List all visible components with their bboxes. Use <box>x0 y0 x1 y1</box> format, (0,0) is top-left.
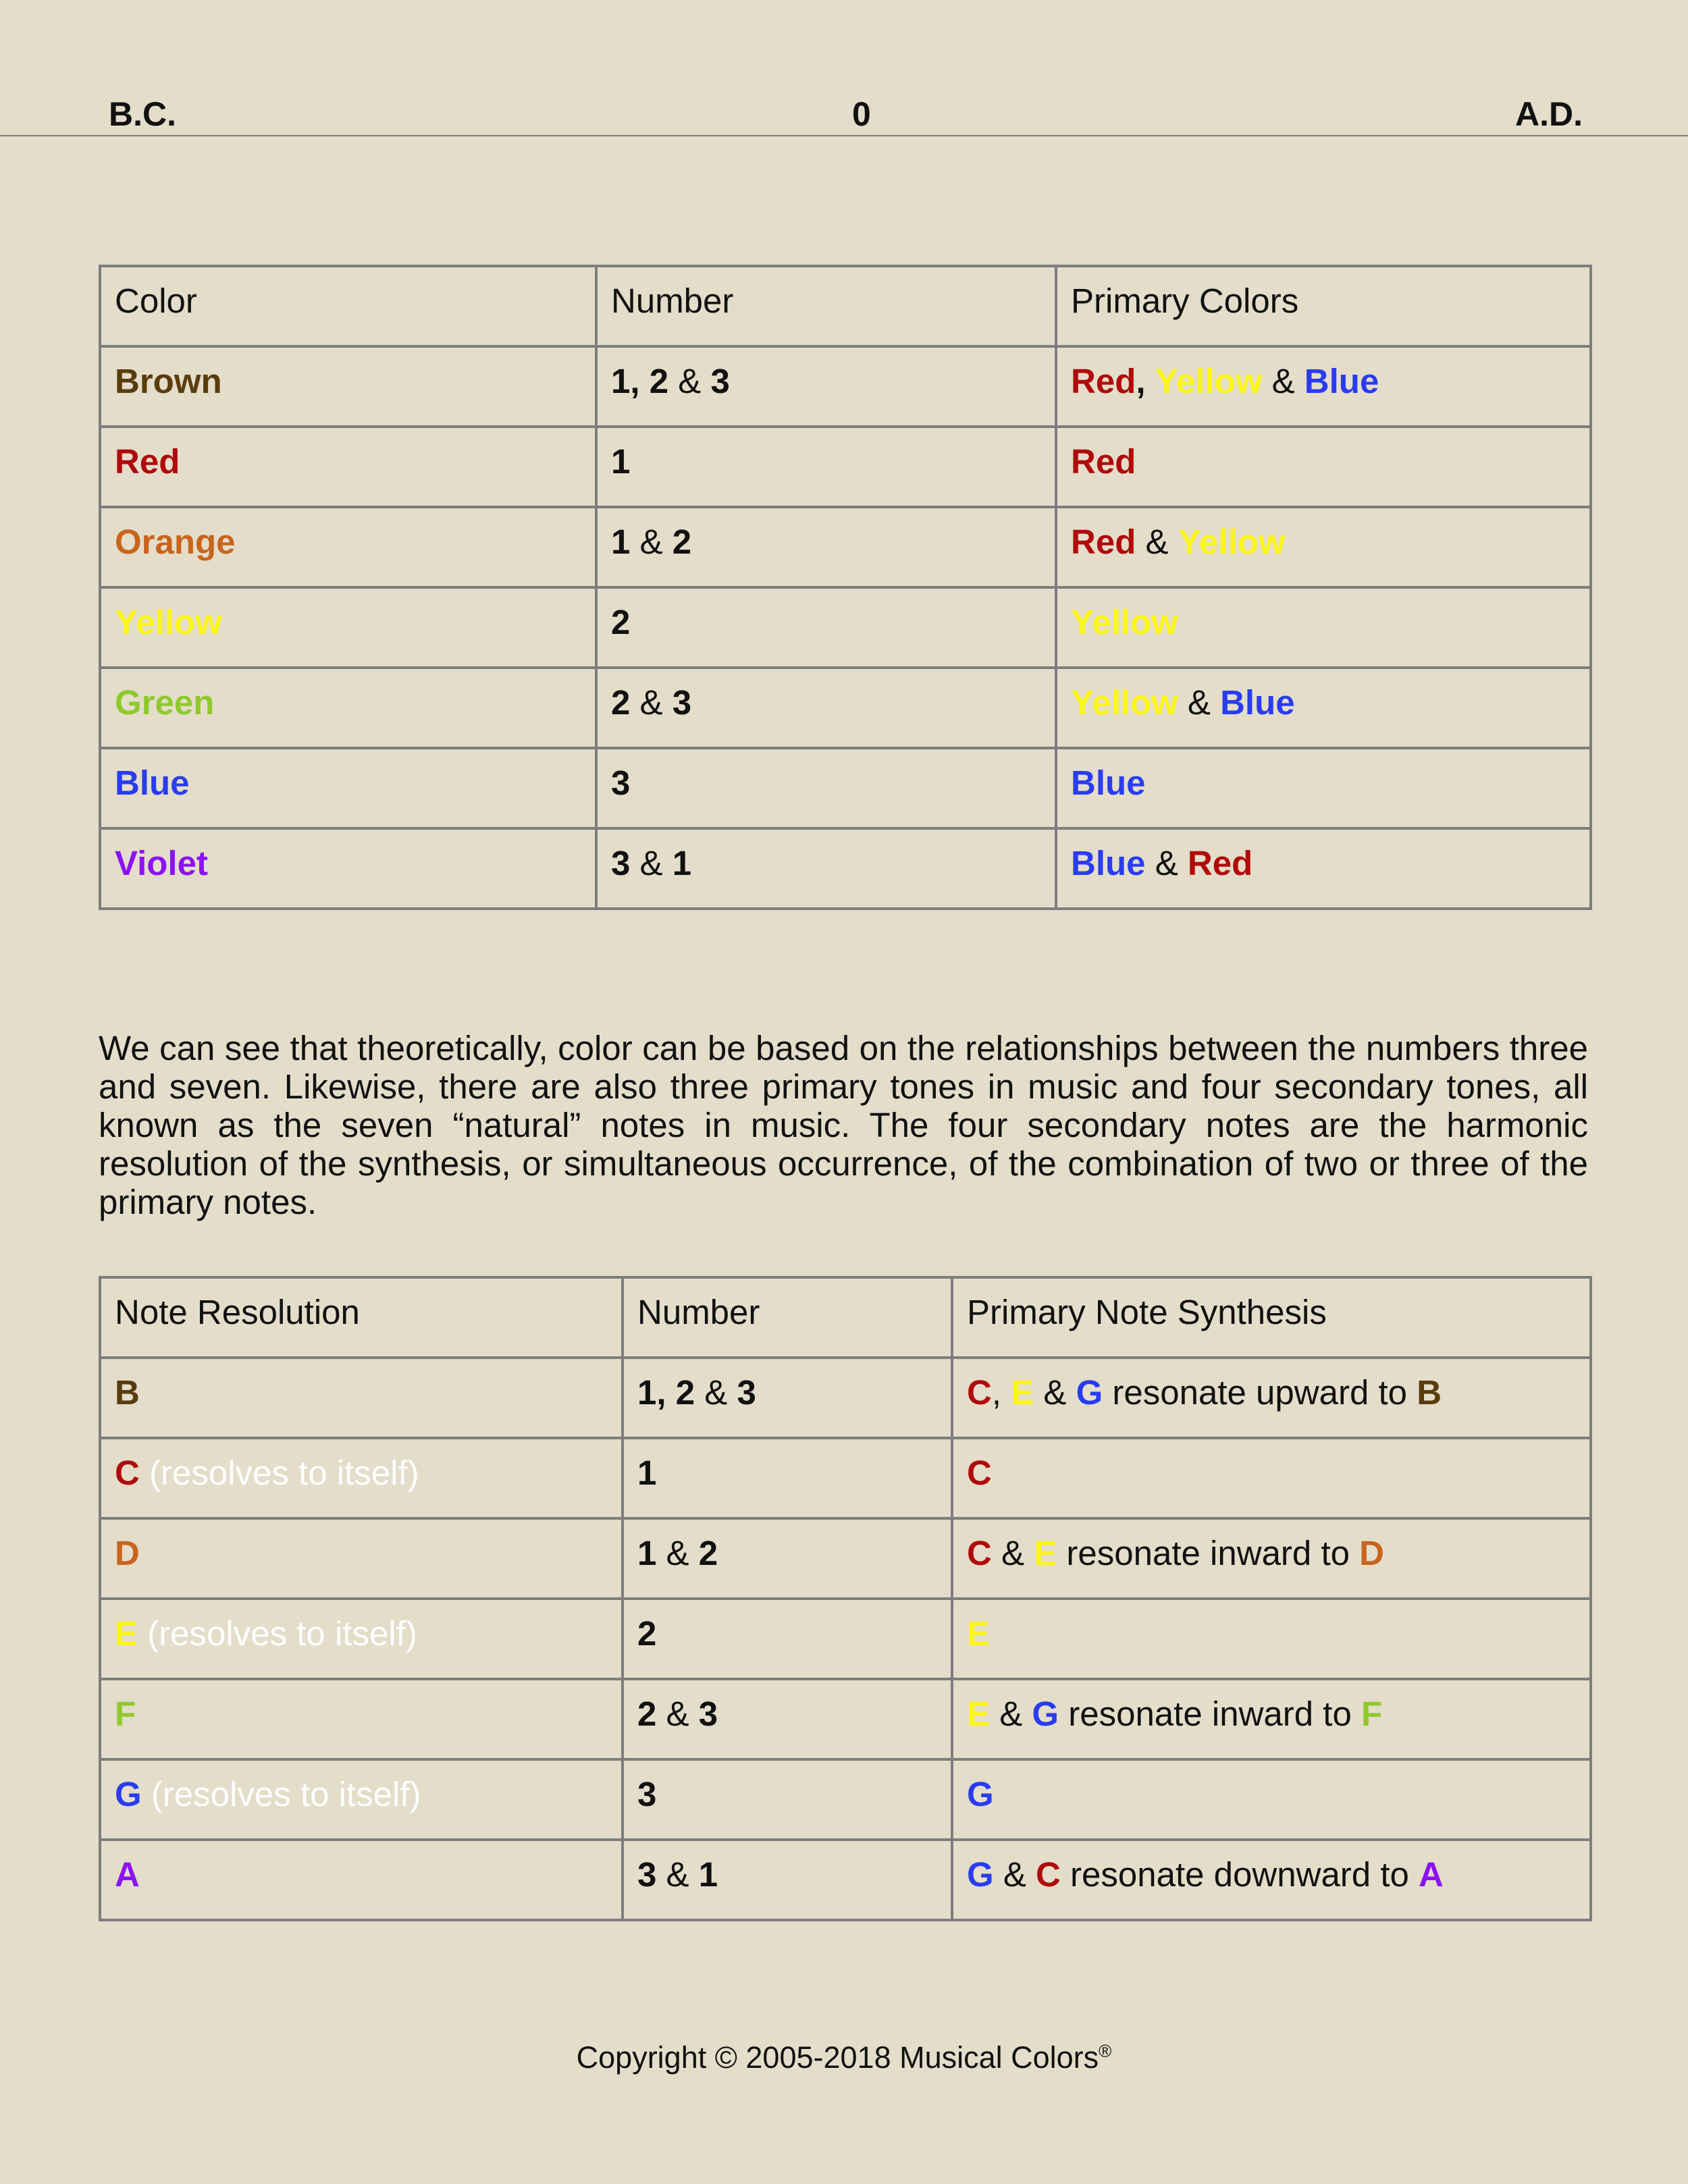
synthesis-segment: & <box>1034 1373 1076 1412</box>
synthesis-segment: C <box>967 1534 992 1572</box>
note-cell <box>100 1599 623 1679</box>
primary-color-segment: Yellow <box>1155 362 1263 400</box>
synthesis-segment: E <box>967 1695 991 1733</box>
number-segment: 1 <box>672 844 692 882</box>
table-header-row <box>100 266 1591 346</box>
primary-colors-cell <box>1056 828 1591 909</box>
copyright-text: Copyright © 2005-2018 Musical Colors <box>576 2040 1099 2075</box>
primary-colors-cell <box>1056 507 1591 587</box>
note-cell <box>100 1438 623 1518</box>
number-cell <box>623 1358 952 1438</box>
primary-color-segment: Blue <box>1071 844 1146 882</box>
column-header-number: Number <box>623 1277 952 1358</box>
table-row <box>100 1599 1591 1679</box>
number-segment: 2 <box>611 603 631 641</box>
table-header-row <box>100 1277 1591 1358</box>
primary-color-segment: Red <box>1071 523 1136 561</box>
synthesis-segment: resonate inward to <box>1057 1534 1360 1572</box>
number-cell <box>623 1679 952 1759</box>
resolves-to-itself-note: (resolves to itself) <box>138 1614 417 1653</box>
primary-colors-cell <box>1056 346 1591 427</box>
primary-colors-cell <box>1056 427 1591 507</box>
number-segment <box>640 362 650 400</box>
synthesis-segment: & <box>993 1855 1036 1894</box>
number-cell <box>596 748 1056 828</box>
number-segment: 1 <box>637 1454 657 1492</box>
number-cell <box>623 1599 952 1679</box>
color-name-cell: Red <box>100 427 596 507</box>
synthesis-segment: resonate downward to <box>1060 1855 1419 1894</box>
note-cell <box>100 1679 623 1759</box>
number-cell <box>623 1840 952 1920</box>
column-header-primary-note-synthesis: Primary Note Synthesis <box>952 1277 1591 1358</box>
color-name-cell: Yellow <box>100 587 596 668</box>
number-segment: 1 <box>637 1534 657 1572</box>
primary-color-segment: Red <box>1071 362 1136 400</box>
number-segment: 3 <box>611 844 631 882</box>
note-cell <box>100 1759 623 1840</box>
note-cell <box>100 1358 623 1438</box>
primary-color-segment: Red <box>1187 844 1253 882</box>
primary-color-segment: Red <box>1071 442 1136 481</box>
primary-color-segment: & <box>1145 844 1188 882</box>
note-letter: A <box>115 1855 140 1894</box>
primary-color-segment: Blue <box>1220 683 1295 722</box>
number-segment: & <box>656 1534 699 1572</box>
color-name-cell: Violet <box>100 828 596 909</box>
header-bc-label: B.C. <box>109 95 176 133</box>
primary-color-segment: Yellow <box>1071 603 1178 641</box>
number-segment: & <box>656 1695 699 1733</box>
copyright-notice <box>0 2040 1688 2075</box>
note-letter: E <box>115 1614 138 1653</box>
synthesis-segment: G <box>967 1775 994 1813</box>
number-cell <box>596 828 1056 909</box>
synthesis-cell <box>952 1840 1591 1920</box>
primary-colors-cell <box>1056 748 1591 828</box>
table-row <box>100 1518 1591 1599</box>
number-segment: & <box>630 683 672 722</box>
synthesis-segment: B <box>1417 1373 1442 1412</box>
synthesis-cell <box>952 1358 1591 1438</box>
number-segment: 1 <box>698 1855 718 1894</box>
synthesis-segment: resonate upward to <box>1103 1373 1417 1412</box>
resolves-to-itself-note: (resolves to itself) <box>139 1454 419 1492</box>
number-segment: & <box>630 523 672 561</box>
number-segment: & <box>668 362 711 400</box>
number-segment: 3 <box>611 764 631 802</box>
primary-color-segment <box>1146 362 1155 400</box>
synthesis-cell <box>952 1518 1591 1599</box>
timeline-header <box>0 0 1688 136</box>
synthesis-cell <box>952 1679 1591 1759</box>
number-segment <box>666 1373 676 1412</box>
primary-color-segment: , <box>1136 362 1146 400</box>
synthesis-segment: D <box>1359 1534 1384 1572</box>
number-segment: 3 <box>637 1775 657 1813</box>
number-segment: 2 <box>649 362 669 400</box>
number-segment: 2 <box>637 1695 657 1733</box>
column-header-number: Number <box>596 266 1056 346</box>
number-segment: 1 <box>611 523 631 561</box>
column-header-color: Color <box>100 266 596 346</box>
table-row <box>100 507 1591 587</box>
note-letter: G <box>115 1775 142 1813</box>
table-row <box>100 427 1591 507</box>
synthesis-segment: & <box>990 1695 1032 1733</box>
note-cell <box>100 1840 623 1920</box>
note-letter: D <box>115 1534 140 1572</box>
body-paragraph: We can see that theoretically, color can be based on the relationships between the numbers three and seven. Likewise, there are also three primary tones in music and four secondary tones, all known as the seven “natural” notes in music. The four secondary notes are the harmonic resolution of the synthesis, or simultaneous occurrence, of the combination of two or three of the primary notes. <box>99 1029 1588 1221</box>
number-segment: 3 <box>637 1855 657 1894</box>
number-segment: 2 <box>698 1534 718 1572</box>
table-row <box>100 1438 1591 1518</box>
primary-color-segment: & <box>1178 683 1221 722</box>
synthesis-segment: C <box>967 1454 992 1492</box>
number-segment: 3 <box>672 683 692 722</box>
synthesis-segment: G <box>1076 1373 1103 1412</box>
number-segment: & <box>695 1373 737 1412</box>
number-segment: & <box>656 1855 699 1894</box>
synthesis-segment: , <box>991 1373 1011 1412</box>
color-name-cell: Green <box>100 668 596 748</box>
number-cell <box>596 668 1056 748</box>
number-segment: 1, <box>611 362 640 400</box>
number-cell <box>596 427 1056 507</box>
column-header-primary-colors: Primary Colors <box>1056 266 1591 346</box>
color-number-table <box>99 265 1592 910</box>
number-cell <box>623 1438 952 1518</box>
primary-color-segment: Blue <box>1304 362 1379 400</box>
synthesis-segment: G <box>1032 1695 1059 1733</box>
synthesis-cell <box>952 1759 1591 1840</box>
primary-color-segment: Yellow <box>1071 683 1178 722</box>
primary-color-segment: Yellow <box>1178 523 1286 561</box>
synthesis-segment: F <box>1361 1695 1383 1733</box>
synthesis-segment: E <box>1011 1373 1034 1412</box>
synthesis-segment: E <box>967 1614 991 1653</box>
table-row <box>100 1759 1591 1840</box>
table-row <box>100 1679 1591 1759</box>
number-cell <box>623 1518 952 1599</box>
header-zero-label: 0 <box>852 95 871 133</box>
table-row <box>100 346 1591 427</box>
note-letter: F <box>115 1695 136 1733</box>
registered-mark: ® <box>1099 2041 1112 2061</box>
number-segment: 2 <box>672 523 692 561</box>
note-letter: B <box>115 1373 140 1412</box>
color-name-cell: Brown <box>100 346 596 427</box>
table-row <box>100 668 1591 748</box>
note-letter: C <box>115 1454 140 1492</box>
number-cell <box>596 587 1056 668</box>
resolves-to-itself-note: (resolves to itself) <box>141 1775 421 1813</box>
primary-color-segment: & <box>1262 362 1304 400</box>
number-cell <box>596 346 1056 427</box>
number-segment: 1, <box>637 1373 666 1412</box>
number-segment: 3 <box>710 362 730 400</box>
synthesis-segment: E <box>1034 1534 1057 1572</box>
primary-colors-cell <box>1056 668 1591 748</box>
color-name-cell: Blue <box>100 748 596 828</box>
color-name-cell: Orange <box>100 507 596 587</box>
table-row <box>100 828 1591 909</box>
number-segment: 2 <box>675 1373 695 1412</box>
header-ad-label: A.D. <box>1515 95 1583 133</box>
number-segment: 2 <box>611 683 631 722</box>
table-row <box>100 587 1591 668</box>
number-segment: 2 <box>637 1614 657 1653</box>
column-header-note-resolution: Note Resolution <box>100 1277 623 1358</box>
number-segment: 1 <box>611 442 631 481</box>
number-segment: 3 <box>698 1695 718 1733</box>
synthesis-cell <box>952 1599 1591 1679</box>
synthesis-segment: A <box>1419 1855 1444 1894</box>
table-row <box>100 1840 1591 1920</box>
primary-color-segment: Blue <box>1071 764 1146 802</box>
number-cell <box>596 507 1056 587</box>
table-row <box>100 1358 1591 1438</box>
synthesis-cell <box>952 1438 1591 1518</box>
number-cell <box>623 1759 952 1840</box>
synthesis-segment: resonate inward to <box>1059 1695 1361 1733</box>
primary-color-segment: & <box>1136 523 1178 561</box>
synthesis-segment: G <box>967 1855 994 1894</box>
synthesis-segment: C <box>1036 1855 1061 1894</box>
synthesis-segment: C <box>967 1373 992 1412</box>
primary-colors-cell <box>1056 587 1591 668</box>
number-segment: & <box>630 844 672 882</box>
synthesis-segment: & <box>991 1534 1034 1572</box>
table-row <box>100 748 1591 828</box>
note-resolution-table <box>99 1276 1592 1921</box>
note-cell <box>100 1518 623 1599</box>
number-segment: 3 <box>737 1373 756 1412</box>
